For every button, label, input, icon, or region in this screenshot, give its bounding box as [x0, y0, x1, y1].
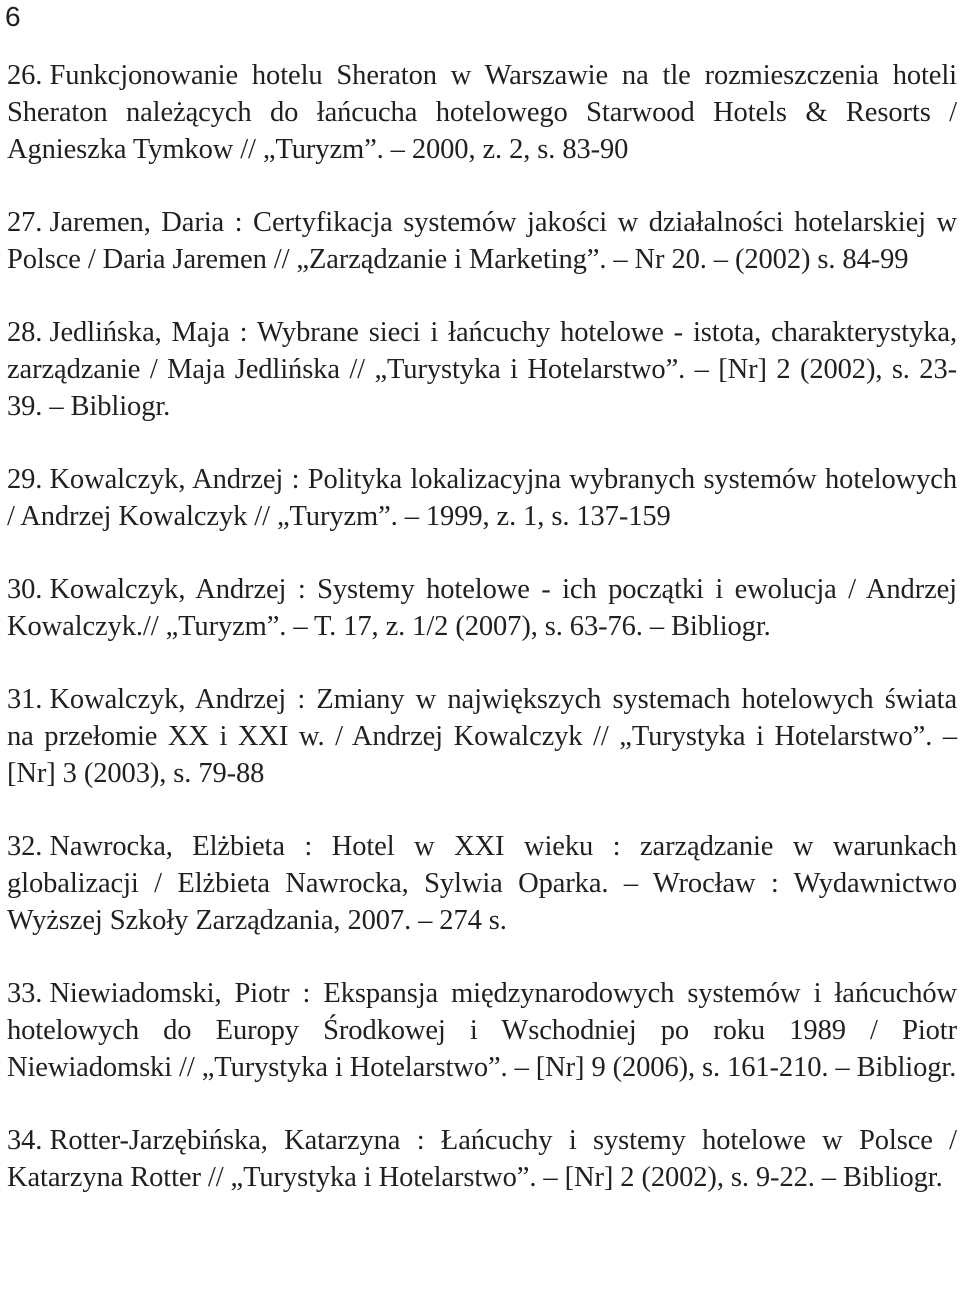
entry-number: 29.	[7, 464, 43, 495]
entry-number: 27.	[7, 207, 43, 238]
entry-text: Rotter-Jarzębińska, Katarzyna : Łańcuchy i systemy hotelowe w Polsce / Katarzyna Rotter // „Turystyka i Hotelarstwo”. – [Nr] 2 (2002), s. 9-22. – Bibliogr.	[7, 1125, 957, 1193]
bibliography-entry	[7, 681, 957, 792]
entry-number: 33.	[7, 978, 43, 1009]
entry-text: Jedlińska, Maja : Wybrane sieci i łańcuchy hotelowe - istota, charakterystyka, zarządzanie / Maja Jedlińska // „Turystyka i Hotelarstwo”. – [Nr] 2 (2002), s. 23-39. – Bibliogr.	[7, 317, 957, 422]
entry-text: Jaremen, Daria : Certyfikacja systemów jakości w działalności hotelarskiej w Polsce / Daria Jaremen // „Zarządzanie i Marketing”. – Nr 20. – (2002) s. 84-99	[7, 207, 957, 275]
entry-number: 34.	[7, 1125, 43, 1156]
bibliography-entry	[7, 975, 957, 1086]
entry-number: 32.	[7, 831, 43, 862]
bibliography-entry	[7, 461, 957, 535]
bibliography-entry	[7, 57, 957, 168]
bibliography-entry	[7, 204, 957, 278]
bibliography-entry	[7, 314, 957, 425]
entry-number: 31.	[7, 684, 43, 715]
entry-text: Funkcjonowanie hotelu Sheraton w Warszawie na tle rozmieszczenia hoteli Sheraton należących do łańcucha hotelowego Starwood Hotels & Resorts / Agnieszka Tymkow // „Turyzm”. – 2000, z. 2, s. 83-90	[7, 60, 957, 165]
entry-number: 26.	[7, 60, 43, 91]
entry-text: Kowalczyk, Andrzej : Polityka lokalizacyjna wybranych systemów hotelowych / Andrzej Kowalczyk // „Turyzm”. – 1999, z. 1, s. 137-159	[7, 464, 957, 532]
bibliography-list	[7, 57, 957, 1196]
entry-text: Kowalczyk, Andrzej : Systemy hotelowe - ich początki i ewolucja / Andrzej Kowalczyk.// „Turyzm”. – T. 17, z. 1/2 (2007), s. 63-76. – Bibliogr.	[7, 574, 957, 642]
page-number: 6	[5, 1, 21, 32]
entry-number: 30.	[7, 574, 43, 605]
entry-number: 28.	[7, 317, 43, 348]
bibliography-entry	[7, 571, 957, 645]
entry-text: Kowalczyk, Andrzej : Zmiany w największych systemach hotelowych świata na przełomie XX i XXI w. / Andrzej Kowalczyk // „Turystyka i Hotelarstwo”. – [Nr] 3 (2003), s. 79-88	[7, 684, 957, 789]
bibliography-entry	[7, 1122, 957, 1196]
entry-text: Nawrocka, Elżbieta : Hotel w XXI wieku : zarządzanie w warunkach globalizacji / Elżbieta Nawrocka, Sylwia Oparka. – Wrocław : Wydawnictwo Wyższej Szkoły Zarządzania, 2007. – 274 s.	[7, 831, 957, 936]
bibliography-entry	[7, 828, 957, 939]
entry-text: Niewiadomski, Piotr : Ekspansja międzynarodowych systemów i łańcuchów hotelowych do Europy Środkowej i Wschodniej po roku 1989 / Piotr Niewiadomski // „Turystyka i Hotelarstwo”. – [Nr] 9 (2006), s. 161-210. – Bibliogr.	[7, 978, 957, 1083]
